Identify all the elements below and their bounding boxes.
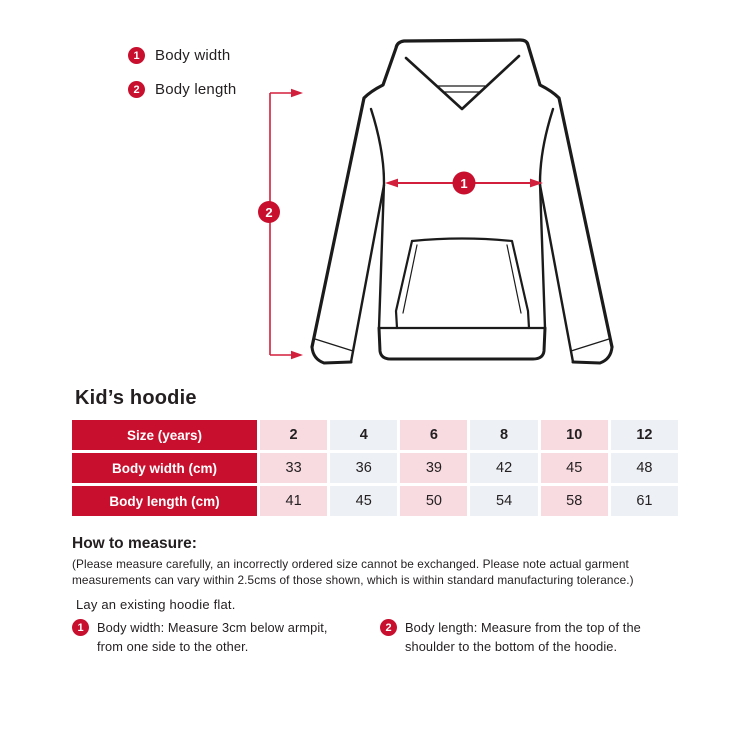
arrow-bottom-head-icon — [291, 351, 303, 359]
body-length-cell: 54 — [470, 486, 537, 516]
hoodie-illustration — [312, 40, 612, 363]
legend-label-body-length: Body length — [155, 81, 237, 98]
how-to-measure-heading: How to measure: — [72, 535, 197, 552]
arrow-top-head-icon — [291, 89, 303, 97]
body-width-cell: 36 — [330, 453, 397, 483]
measurement-disclaimer: (Please measure carefully, an incorrectly ordered size cannot be exchanged. Please note actual garment measurements can vary within 2.5cms of those shown, which is within standard manufacturing tolerance.) — [72, 557, 634, 587]
body-length-arrow — [258, 89, 303, 359]
arrow-left-head-icon — [385, 179, 398, 188]
size-cell: 10 — [541, 420, 608, 450]
hoodie-measurement-diagram — [250, 25, 650, 375]
page-title: Kid’s hoodie — [75, 387, 197, 409]
legend-item-body-width — [128, 47, 236, 64]
body-length-cell: 41 — [260, 486, 327, 516]
size-cell: 12 — [611, 420, 678, 450]
table-row-body-width — [72, 453, 678, 483]
body-length-cell: 61 — [611, 486, 678, 516]
body-length-cell: 45 — [330, 486, 397, 516]
body-width-cell: 48 — [611, 453, 678, 483]
step-1-text: Body width: Measure 3cm below armpit, from one side to the other. — [97, 620, 328, 655]
table-row-sizes — [72, 420, 678, 450]
body-width-arrow — [385, 172, 543, 195]
measure-intro: Lay an existing hoodie flat. — [76, 597, 236, 612]
step-body-length — [380, 618, 669, 656]
size-cell: 6 — [400, 420, 467, 450]
body-length-cell: 58 — [541, 486, 608, 516]
body-width-cell: 45 — [541, 453, 608, 483]
step-1-badge: 1 — [72, 619, 89, 636]
legend-item-body-length — [128, 81, 236, 98]
size-cell: 2 — [260, 420, 327, 450]
body-width-cell: 33 — [260, 453, 327, 483]
size-table — [72, 420, 678, 516]
row-header-size: Size (years) — [72, 420, 257, 450]
body-length-cell: 50 — [400, 486, 467, 516]
legend-label-body-width: Body width — [155, 47, 231, 64]
measurement-legend — [128, 47, 236, 115]
measure-steps — [72, 618, 702, 656]
number-1-badge: 1 — [128, 47, 145, 64]
step-2-badge: 2 — [380, 619, 397, 636]
step-2-text: Body length: Measure from the top of the shoulder to the bottom of the hoodie. — [405, 620, 641, 655]
size-cell: 8 — [470, 420, 537, 450]
size-cell: 4 — [330, 420, 397, 450]
step-body-width — [72, 618, 380, 656]
marker-1-number: 1 — [460, 176, 468, 191]
body-width-cell: 42 — [470, 453, 537, 483]
row-header-body-length: Body length (cm) — [72, 486, 257, 516]
number-2-badge: 2 — [128, 81, 145, 98]
table-row-body-length — [72, 486, 678, 516]
row-header-body-width: Body width (cm) — [72, 453, 257, 483]
body-width-cell: 39 — [400, 453, 467, 483]
marker-2-number: 2 — [265, 205, 273, 220]
